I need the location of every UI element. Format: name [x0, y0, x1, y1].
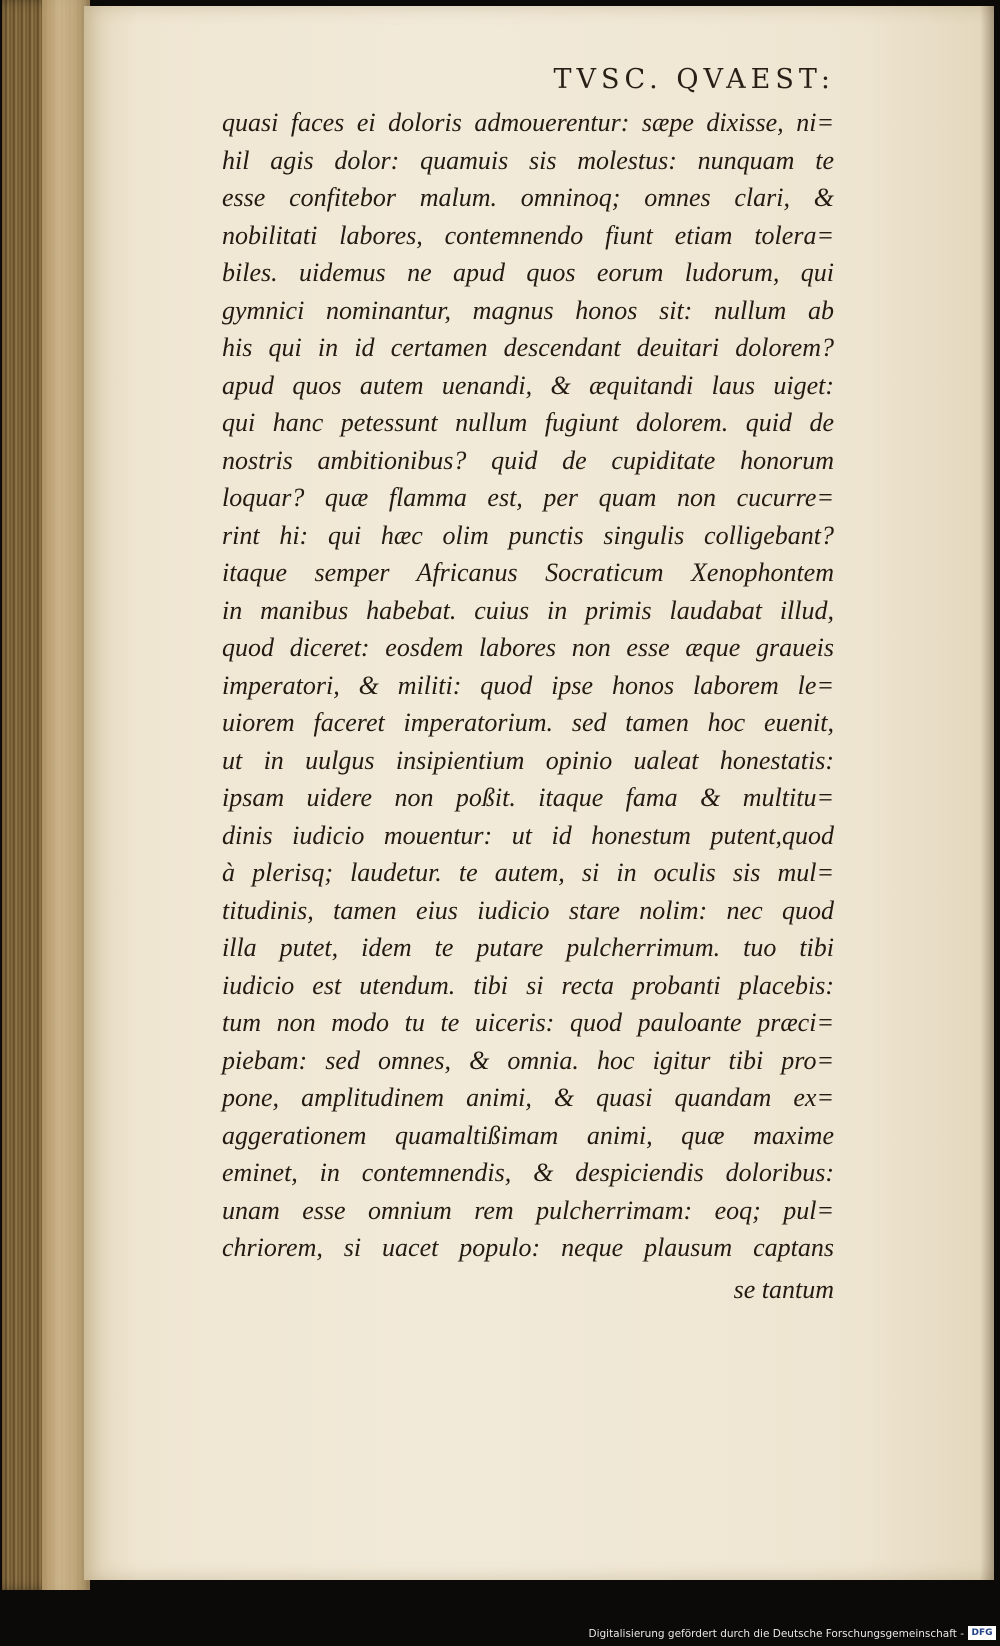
text-line: piebam: sed omnes, & omnia. hoc igitur tibi pro=: [222, 1045, 834, 1075]
text-line: itaque semper Africanus Socraticum Xenophontem: [222, 558, 834, 587]
text-line: uiorem faceret imperatorium. sed tamen hoc euenit,: [222, 708, 834, 737]
text-line: ut in uulgus insipientium opinio ualeat honestatis:: [222, 745, 834, 775]
text-line: ipsam uidere non poßit. itaque fama & multitu=: [222, 783, 834, 812]
text-line: titudinis, tamen eius iudicio stare nolim: nec quod: [222, 895, 834, 925]
text-line: imperatori, & militi: quod ipse honos laborem le=: [222, 670, 834, 700]
text-line: iudicio est utendum. tibi si recta probanti placebis:: [222, 970, 834, 1000]
text-line: chriorem, si uacet populo: neque plausum captans: [222, 1233, 834, 1262]
text-line: nobilitati labores, contemnendo fiunt etiam tolera=: [222, 220, 834, 250]
gutter-shadow: [980, 6, 994, 1580]
dfg-logo: DFG: [968, 1626, 996, 1640]
text-line: esse confitebor malum. omninoq; omnes clari, &: [222, 183, 834, 212]
text-line: aggerationem quamaltißimam animi, quæ maxime: [222, 1120, 834, 1150]
text-line: loquar? quæ flamma est, per quam non cucurre=: [222, 483, 834, 512]
text-line: eminet, in contemnendis, & despiciendis doloribus:: [222, 1158, 834, 1187]
text-line: nostris ambitionibus? quid de cupiditate honorum: [222, 445, 834, 475]
text-line: in manibus habebat. cuius in primis laudabat illud,: [222, 595, 834, 625]
text-line: biles. uidemus ne apud quos eorum ludorum, qui: [222, 258, 834, 287]
text-line: dinis iudicio mouentur: ut id honestum putent,quod: [222, 820, 834, 850]
text-line: qui hanc petessunt nullum fugiunt dolorem. quid de: [222, 408, 834, 437]
text-line: hil agis dolor: quamuis sis molestus: nunquam te: [222, 145, 834, 175]
text-line: gymnici nominantur, magnus honos sit: nullum ab: [222, 295, 834, 325]
running-head: TVSC. QVAEST:: [553, 64, 835, 95]
page-edge-highlight: [42, 0, 90, 1590]
text-line: unam esse omnium rem pulcherrimam: eoq; pul=: [222, 1195, 834, 1225]
text-line: apud quos autem uenandi, & æquitandi laus uiget:: [222, 370, 834, 400]
text-line: his qui in id certamen descendant deuitari dolorem?: [222, 333, 834, 362]
text-line: quod diceret: eosdem labores non esse æque graueis: [222, 633, 834, 662]
text-line: à plerisq; laudetur. te autem, si in oculis sis mul=: [222, 858, 834, 887]
text-line: rint hi: qui hæc olim punctis singulis colligebant?: [222, 520, 834, 550]
body-text: [222, 104, 834, 1267]
text-line: pone, amplitudinem animi, & quasi quandam ex=: [222, 1083, 834, 1112]
digitization-credit: Digitalisierung gefördert durch die Deutsche Forschungsgemeinschaft -: [588, 1628, 964, 1640]
text-line: tum non modo tu te uiceris: quod pauloante præci=: [222, 1008, 834, 1037]
text-line: quasi faces ei doloris admouerentur: sæpe dixisse, ni=: [222, 108, 834, 137]
book-page-edges: [2, 0, 86, 1590]
catchword: se tantum: [733, 1275, 834, 1304]
text-line: illa putet, idem te putare pulcherrimum. tuo tibi: [222, 933, 834, 962]
